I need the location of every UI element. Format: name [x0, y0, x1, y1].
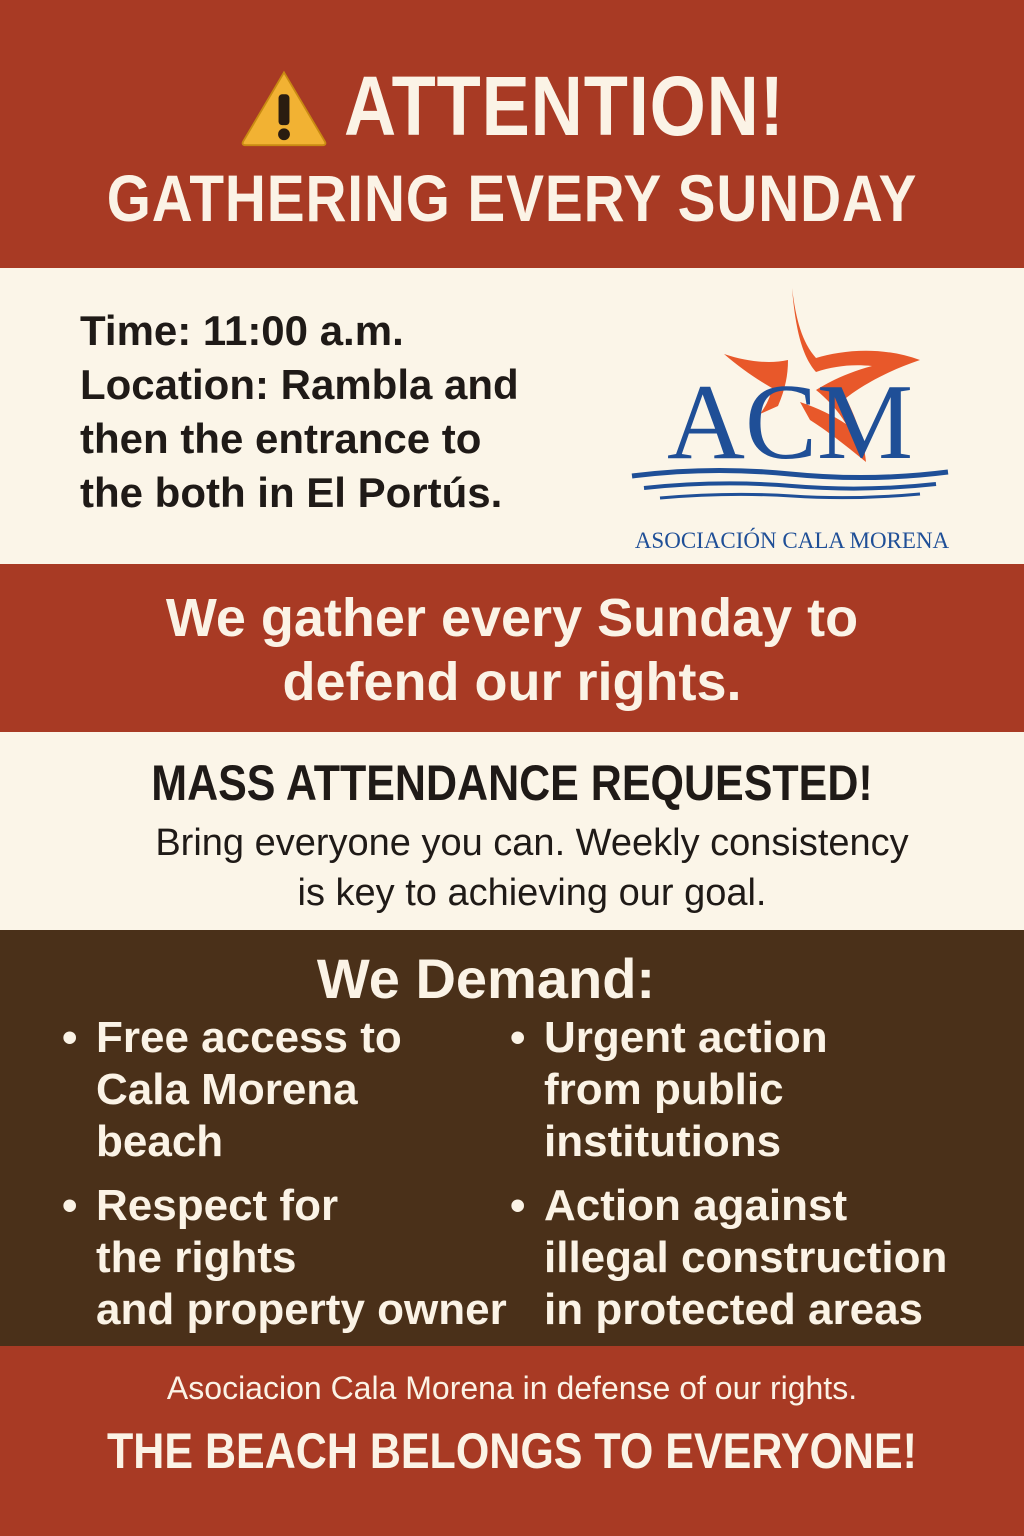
logo-letters: ACM [666, 363, 914, 482]
demands-column-left [62, 1012, 512, 1348]
gathering-subheading: GATHERING EVERY SUNDAY [106, 161, 918, 235]
location-line-3: the both in El Portús. [80, 469, 503, 516]
attention-heading: ATTENTION! [344, 59, 785, 153]
demand-text: Free access to Cala Morena beach [96, 1013, 402, 1166]
attendance-body [0, 818, 1024, 918]
demand-item [62, 1180, 512, 1336]
attendance-line-2: is key to achieving our goal. [297, 872, 767, 914]
slogan-line-2: defend our rights. [282, 652, 742, 712]
bullet-icon: • [62, 1013, 78, 1062]
location-line-1: Location: Rambla and [80, 361, 519, 408]
info-band [0, 268, 1024, 564]
demand-text: Respect for the rights and property owner [96, 1181, 507, 1334]
header-band [0, 0, 1024, 268]
wave-line-3 [660, 494, 920, 498]
event-details [80, 304, 519, 520]
bullet-icon: • [62, 1181, 78, 1230]
demands-column-right [510, 1012, 980, 1348]
demand-text: Urgent action from public institutions [544, 1013, 828, 1166]
warning-icon [238, 67, 330, 147]
title-row [0, 58, 1024, 155]
location-line-2: then the entrance to [80, 415, 482, 462]
footer-band [0, 1346, 1024, 1536]
time-text: Time: 11:00 a.m. [80, 307, 404, 354]
attendance-line-1: Bring everyone you can. Weekly consistency [155, 822, 909, 864]
acm-logo [620, 280, 960, 560]
attendance-heading: MASS ATTENDANCE REQUESTED! [151, 755, 873, 811]
logo-name: ASOCIACIÓN CALA MORENA [634, 528, 950, 553]
bullet-icon: • [510, 1013, 526, 1062]
attendance-band [0, 732, 1024, 930]
demands-band [0, 930, 1024, 1346]
bullet-icon: • [510, 1181, 526, 1230]
demand-item [62, 1012, 512, 1168]
demand-item [510, 1180, 980, 1336]
footer-title: THE BEACH BELONGS TO EVERYONE! [107, 1423, 917, 1479]
demand-text: Action against illegal construction in protected areas [544, 1181, 948, 1334]
slogan-text [0, 586, 1024, 714]
footer-subtitle: Asociacion Cala Morena in defense of our rights. [166, 1370, 858, 1406]
slogan-line-1: We gather every Sunday to [165, 588, 859, 648]
demands-heading: We Demand: [316, 947, 656, 1010]
wave-line-2 [644, 483, 936, 488]
demand-item [510, 1012, 980, 1168]
slogan-band [0, 564, 1024, 732]
